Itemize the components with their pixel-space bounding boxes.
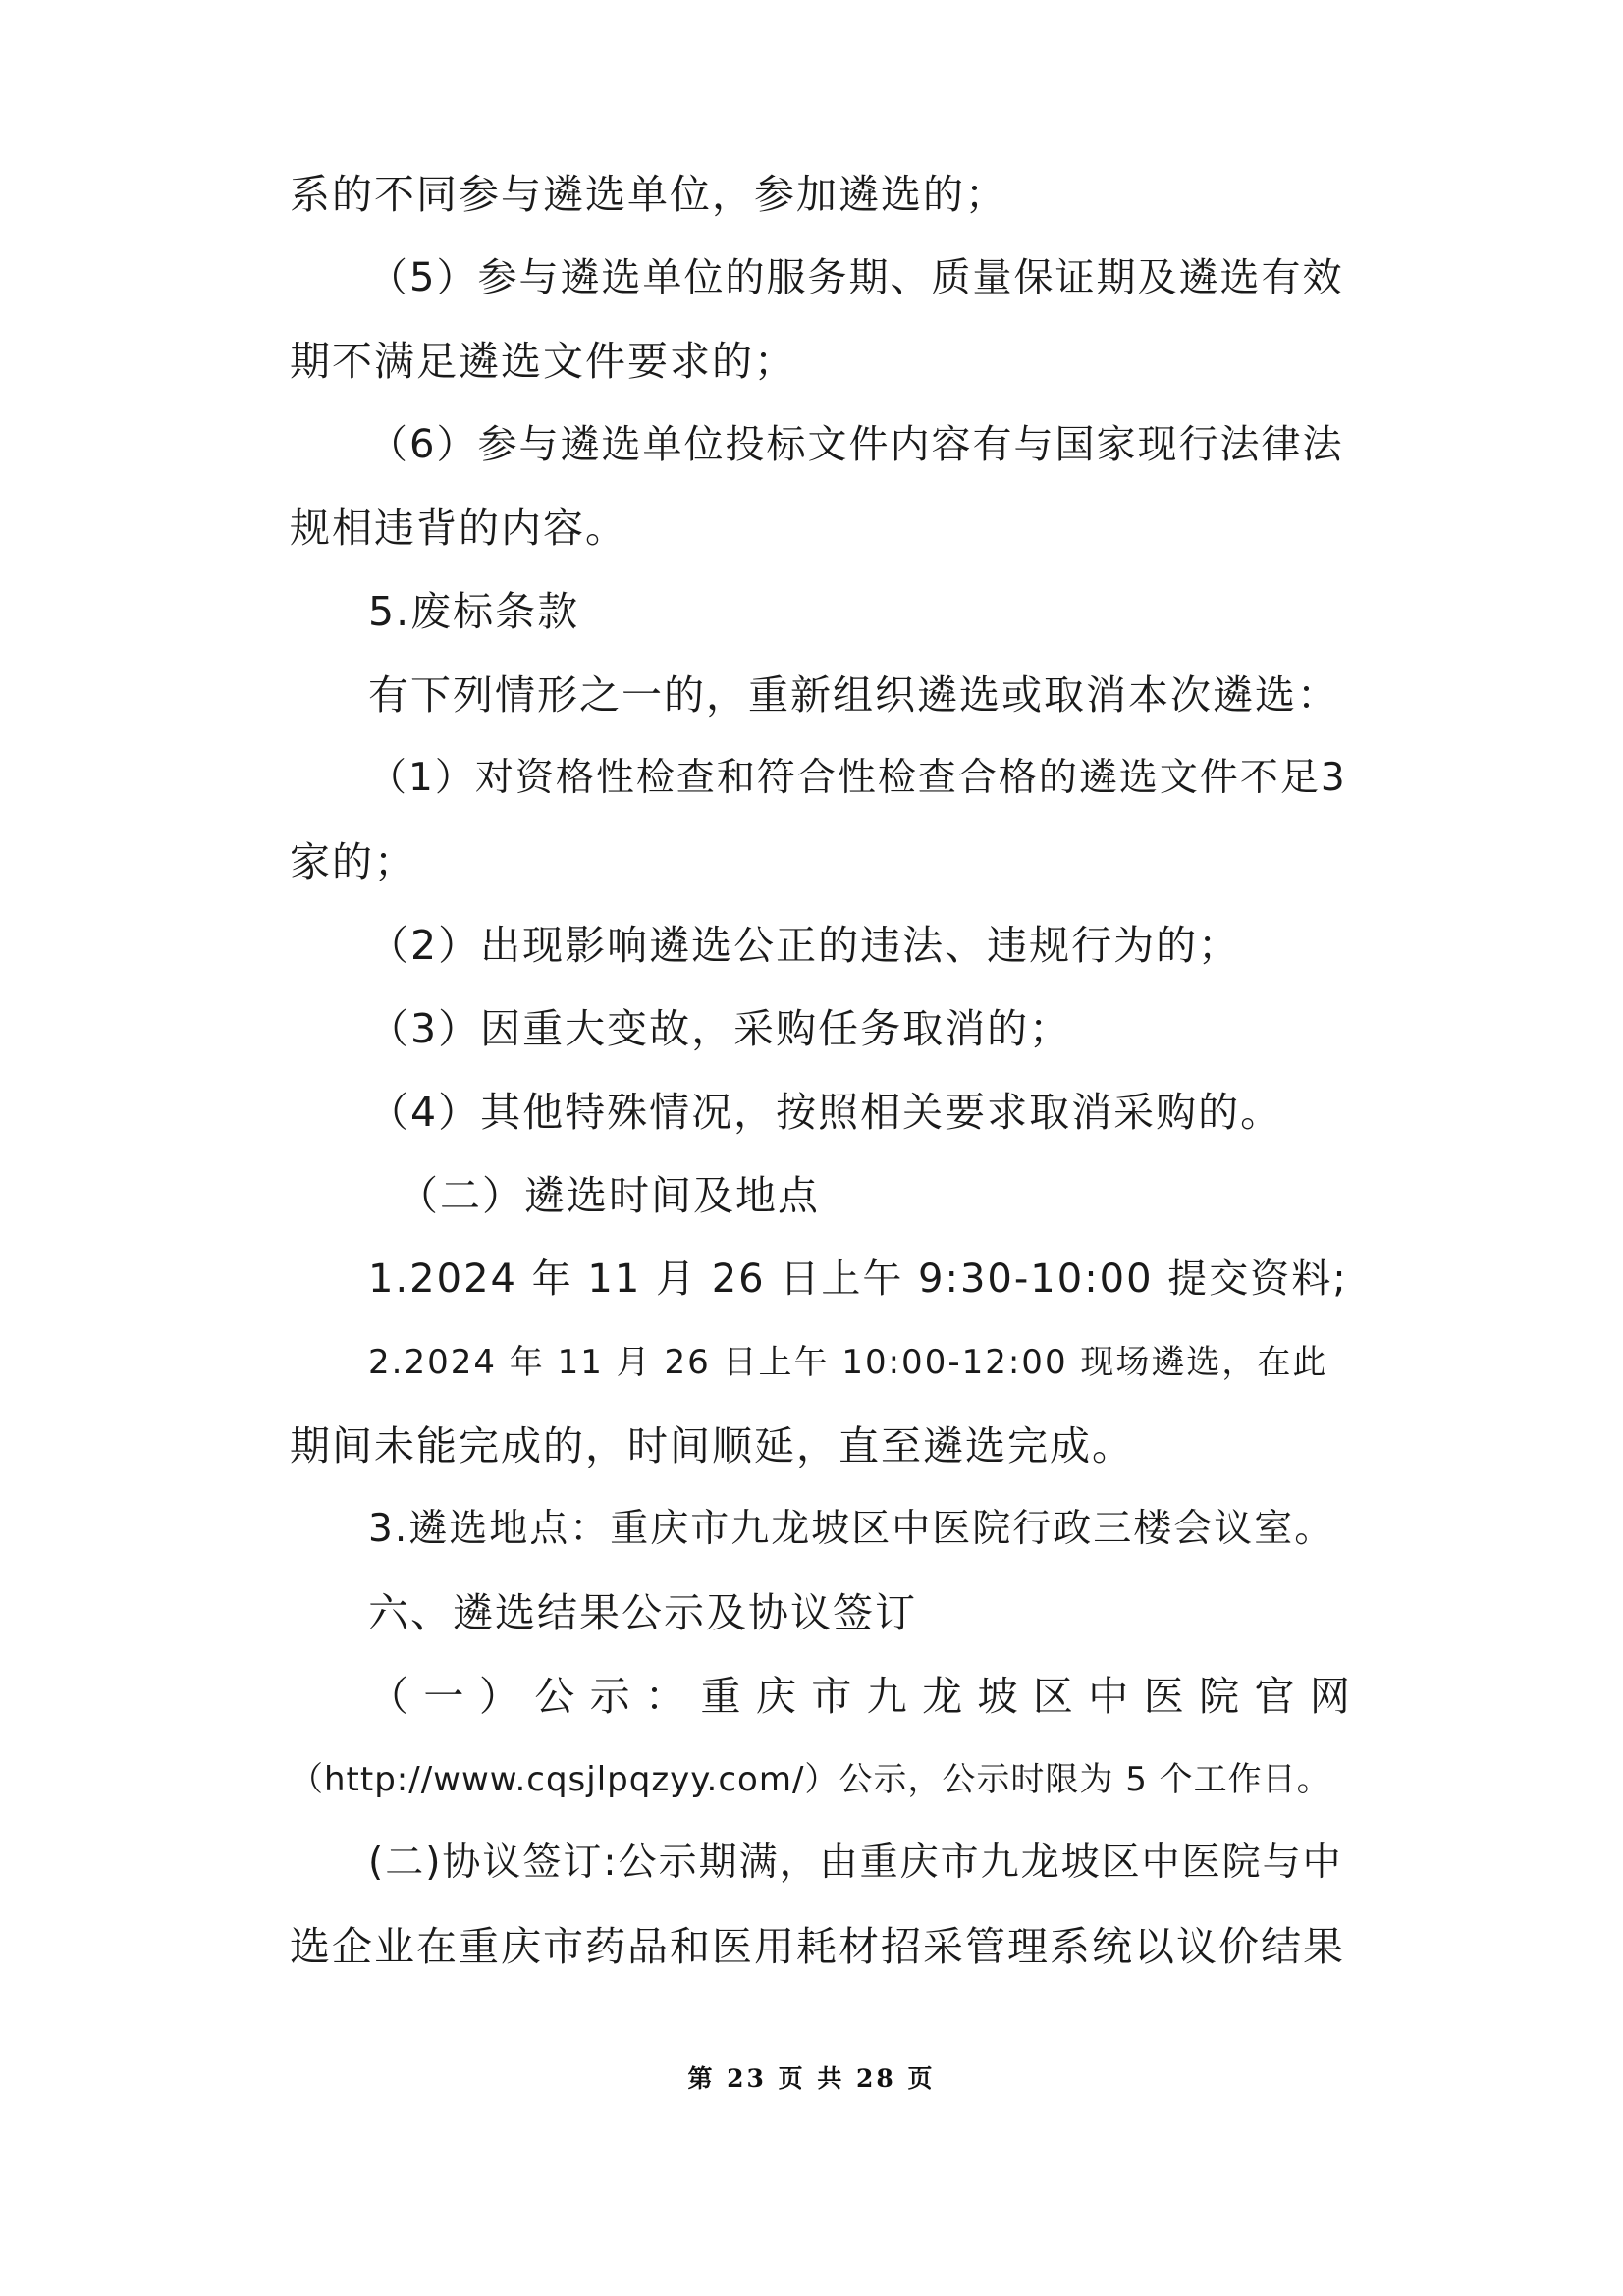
spaced-char: 市 (811, 1673, 852, 1720)
spaced-char: （ (368, 1673, 408, 1720)
list-item: （2）出现影响遴选公正的违法、违规行为的； (368, 922, 1241, 969)
spaced-char: 网 (1309, 1673, 1350, 1720)
body-line: (二)协议签订:公示期满，由重庆市九龙坡区中医院与中 (368, 1841, 1343, 1885)
spaced-char: 医 (1143, 1673, 1184, 1720)
body-line: 有下列情形之一的，重新组织遴选或取消本次遴选： (368, 671, 1339, 719)
spaced-line (368, 1672, 1350, 1721)
section-heading: （二）遴选时间及地点 (398, 1172, 820, 1219)
spaced-char: 院 (1199, 1673, 1240, 1720)
body-line: 1.2024 年 11 月 26 日上午 9:30-10:00 提交资料; (368, 1256, 1348, 1302)
page-number: 第 23 页 共 28 页 (687, 2064, 936, 2093)
body-line: 3.遴选地点：重庆市九龙坡区中医院行政三楼会议室。 (368, 1507, 1335, 1551)
list-item: （4）其他特殊情况，按照相关要求取消采购的。 (368, 1089, 1283, 1136)
spaced-char: 九 (866, 1673, 907, 1720)
body-line: （5）参与遴选单位的服务期、质量保证期及遴选有效 (368, 255, 1344, 300)
body-line: （6）参与遴选单位投标文件内容有与国家现行法律法 (368, 422, 1344, 467)
body-line: 家的； (290, 838, 416, 885)
spaced-char: 中 (1088, 1673, 1129, 1720)
section-heading: 5.废标条款 (368, 588, 580, 635)
spaced-char: 区 (1032, 1673, 1073, 1720)
spaced-char: ） (478, 1673, 519, 1720)
body-line: 选企业在重庆市药品和医用耗材招采管理系统以议价结果 (290, 1923, 1345, 1970)
spaced-char: 官 (1254, 1673, 1295, 1720)
spaced-char: 重 (700, 1673, 741, 1720)
body-line: （http://www.cqsjlpqzyy.com/）公示，公示时限为 5 个工作日。 (290, 1760, 1331, 1799)
spaced-char: 一 (423, 1673, 464, 1720)
list-item: （1）对资格性检查和符合性检查合格的遴选文件不足3 (368, 756, 1347, 800)
list-item: （3）因重大变故，采购任务取消的； (368, 1005, 1072, 1052)
spaced-char: ： (645, 1673, 686, 1720)
spaced-char: 庆 (755, 1673, 796, 1720)
body-line: 系的不同参与遴选单位，参加遴选的； (290, 171, 1007, 218)
spaced-char: 坡 (977, 1673, 1018, 1720)
section-heading: 六、遴选结果公示及协议签订 (368, 1589, 917, 1636)
body-line: 期不满足遴选文件要求的； (290, 338, 796, 385)
body-line: 规相违背的内容。 (290, 505, 627, 552)
spaced-char: 龙 (922, 1673, 963, 1720)
body-line: 2.2024 年 11 月 26 日上午 10:00-12:00 现场遴选，在此 (368, 1343, 1328, 1382)
spaced-char: 示 (589, 1673, 630, 1720)
spaced-char: 公 (534, 1673, 575, 1720)
body-line: 期间未能完成的，时间顺延，直至遴选完成。 (290, 1422, 1134, 1469)
